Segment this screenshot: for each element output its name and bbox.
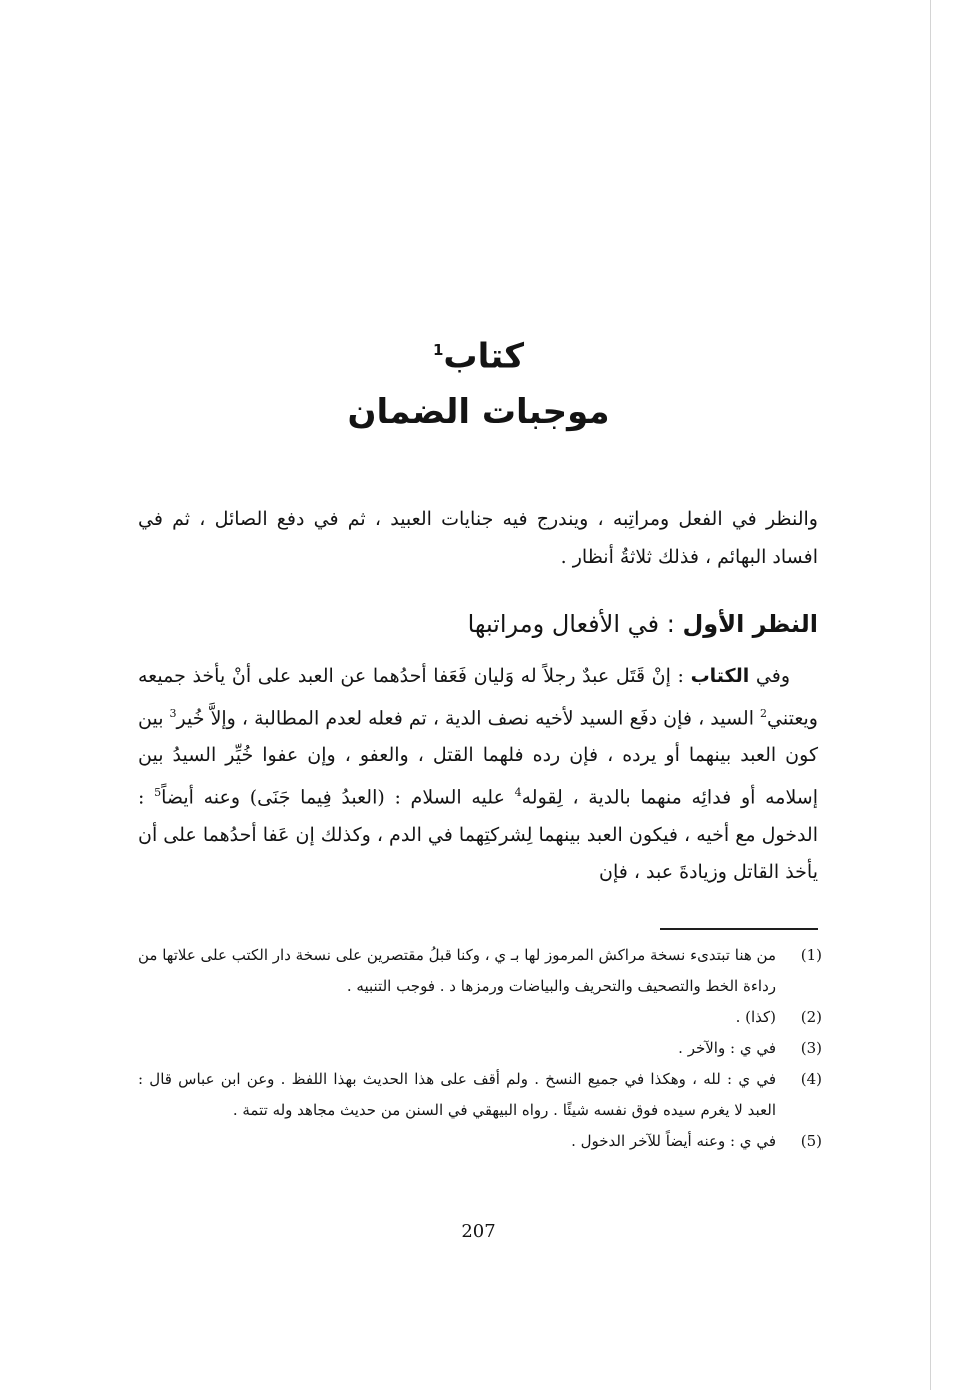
footnote-separator xyxy=(660,928,818,930)
footnote-number: (5) xyxy=(800,1132,822,1150)
footnote-text: في ي : لله ، وهكذا في جميع النسخ . ولم أقف على هذا الحديث بهذا اللفظ . وعن ابن عباس قال : العبد لا يغرم سيده فوق نفسه شيئًا . رواه البيهقي في السنن من حديث مجاهد وله تتمة . xyxy=(138,1070,776,1119)
footnote-2 xyxy=(138,1002,828,1033)
footnote-1 xyxy=(138,940,828,1002)
page-edge-line xyxy=(930,0,931,1390)
intro-text: والنظر في الفعل ومراتِبه ، ويندرج فيه جنايات العبيد ، ثم في دفع الصائل ، ثم في افساد البهائم ، فذلك ثلاثةُ أنظار . xyxy=(138,508,818,568)
body-segment-5: : الدخول مع أخيه ، فيكون العبد بينهما لِشركتِهما في الدم ، وكذلك إن عَفا أحدُهما على أن يأخذ القاتل وزيادةَ عبد ، فإن xyxy=(138,786,818,883)
footnote-marker-2: 2 xyxy=(760,707,768,720)
body-segment-1: : إنْ قَتَل عبدٌ رجلاً له وَليان فَعَفا أحدُهما عن العبد على أنْ يأخذ جميعه ويعتني xyxy=(138,665,818,730)
page-number: 207 xyxy=(461,1221,496,1242)
section-heading xyxy=(138,602,818,646)
body-paragraph xyxy=(138,658,818,891)
section-heading-bold: النظر الأول xyxy=(682,610,818,638)
footnote-number: (4) xyxy=(800,1070,822,1088)
footnote-text: في ي : والآخر . xyxy=(678,1039,776,1057)
footnote-3 xyxy=(138,1033,828,1064)
body-segment-4: عليه السلام : (العبدُ فِيما جَنَى) وعنه أيضاً xyxy=(161,786,515,809)
footnote-text: في ي : وعنه أيضاً للآخر الدخول . xyxy=(571,1132,776,1150)
body-paragraph-text xyxy=(138,658,818,891)
body-lead: وفي xyxy=(749,665,790,687)
body-segment-2: السيد ، فإن دفَع السيد لأخيه نصف الدية ، تم فعله لعدم المطالبة ، وإلاَّ خُير xyxy=(176,707,761,730)
footnote-marker-1: 1 xyxy=(432,341,444,359)
body-segment-3: بين كون العبد بينهما أو يرده ، فإن رده فلهما القتل ، والعفو ، وإن عفوا خُيِّر السيدُ بين إسلامه أو فدائِه منهما بالدية ، لِقوله xyxy=(138,707,818,809)
section-heading-rest: : في الأفعال ومراتبها xyxy=(467,610,683,638)
footnote-text: (كذا) . xyxy=(735,1008,776,1026)
footnote-marker-5: 5 xyxy=(154,786,162,800)
footnote-marker-3: 3 xyxy=(169,707,177,720)
footnote-marker-4: 4 xyxy=(514,786,522,800)
intro-paragraph xyxy=(138,500,818,576)
footnote-5 xyxy=(138,1126,828,1157)
book-title xyxy=(0,322,957,440)
book-title-line-2: موجبات الضمان xyxy=(347,392,610,433)
footnote-number: (2) xyxy=(800,1008,822,1026)
book-title-line-1 xyxy=(0,322,957,384)
footnote-number: (1) xyxy=(800,946,822,964)
footnotes xyxy=(138,940,828,1157)
footnote-4 xyxy=(138,1064,828,1126)
book-title-word: كتاب xyxy=(443,336,525,377)
body-lead-bold: الكتاب xyxy=(690,665,750,687)
footnote-number: (3) xyxy=(800,1039,822,1057)
footnote-text: من هنا تبتدىء نسخة مراكش المرموز لها بـ ي ، وكنا قبلُ مقتصرين على نسخة دار الكتب على علاتها من رداءة الخط والتصحيف والتحريف والبياضات ورمزها د . فوجب التنبيه . xyxy=(138,946,776,995)
